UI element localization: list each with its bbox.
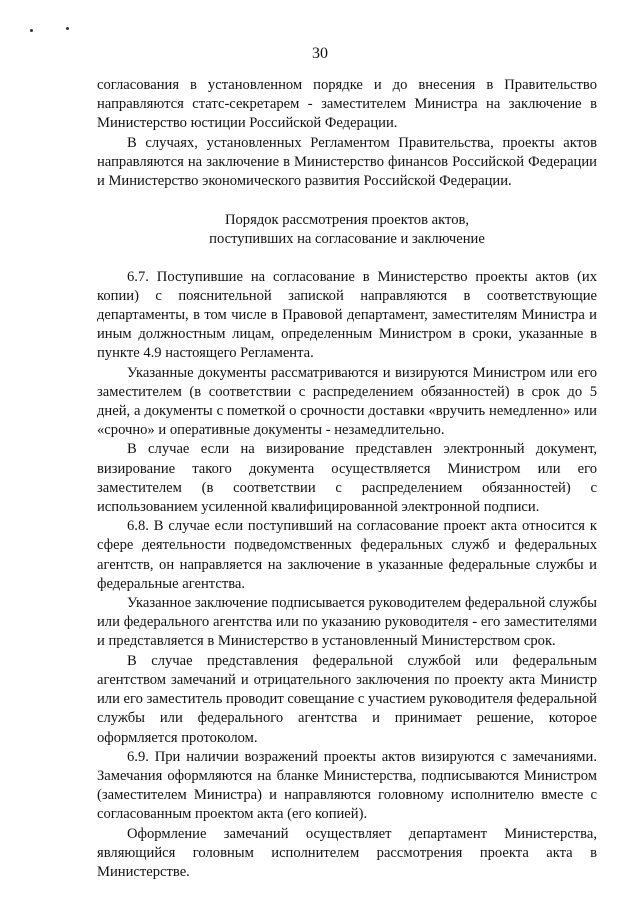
document-body bbox=[97, 76, 597, 882]
paragraph: 6.7. Поступившие на согласование в Министерство проекты актов (их копии) с пояснительной запиской направляются в соответствующие департаменты, в том числе в Правовой департамент, заместителям Министра и иным должностным лицам, определенным Министром в сроки, указанные в пункте 4.9 настоящего Регламента. bbox=[97, 268, 597, 362]
paragraph: 6.8. В случае если поступивший на согласование проект акта относится к сфере деятельности подведомственных федеральных служб и федеральных агентств, он направляется на заключение в указанные федеральные службы и федеральные агентства. bbox=[97, 518, 597, 592]
paragraph: Указанное заключение подписывается руководителем федеральной службы или федерального агентства или по указанию руководителя - его заместителями и представляется в Министерство в установленный Министерством срок. bbox=[97, 595, 597, 650]
paragraph: В случае если на визирование представлен электронный документ, визирование такого документа осуществляется Министром или его заместителем (в соответствии с распределением обязанностей) с использованием усиленной квалифицированной электронной подписи. bbox=[97, 441, 597, 516]
paragraph: 6.9. При наличии возражений проекты актов визируются с замечаниями. Замечания оформляются на бланке Министерства, подписываются Министром (заместителем Министра) и направляются головному исполнителю вместе с согласованным проектом акта (его копией). bbox=[97, 748, 597, 823]
section-heading-line: Порядок рассмотрения проектов актов, bbox=[224, 212, 470, 229]
paragraph: Оформление замечаний осуществляет департамент Министерства, являющийся головным исполнителем рассмотрения проекта акта в Министерстве. bbox=[97, 825, 597, 880]
paragraph: В случае представления федеральной службой или федеральным агентством замечаний и отрицательного заключения по проекту акта Министр или его заместитель проводит совещание с участием руководителя федеральной службы или федерального агентства и принимает решение, которое оформляется протоколом. bbox=[97, 652, 597, 746]
scan-speck bbox=[30, 29, 33, 32]
paragraph: В случаях, установленных Регламентом Правительства, проекты актов направляются на заключение в Министерство финансов Российской Федерации и Министерство экономического развития Российской Федерации. bbox=[97, 134, 597, 190]
paragraph: согласования в установленном порядке и до внесения в Правительство направляются статс-секретарем - заместителем Министра на заключение в Министерство юстиции Российской Федерации. bbox=[97, 77, 597, 132]
page-number: 30 bbox=[312, 45, 328, 62]
section-heading bbox=[97, 211, 597, 249]
scan-speck bbox=[66, 27, 69, 30]
paragraph: Указанные документы рассматриваются и визируются Министром или его заместителем (в соответствии с распределением обязанностей) в срок до 5 дней, а документы с пометкой о срочности доставки «вручить немедленно» или «срочно» и оперативные документы - незамедлительно. bbox=[97, 364, 597, 439]
section-heading-line: поступивших на согласование и заключение bbox=[209, 231, 485, 248]
